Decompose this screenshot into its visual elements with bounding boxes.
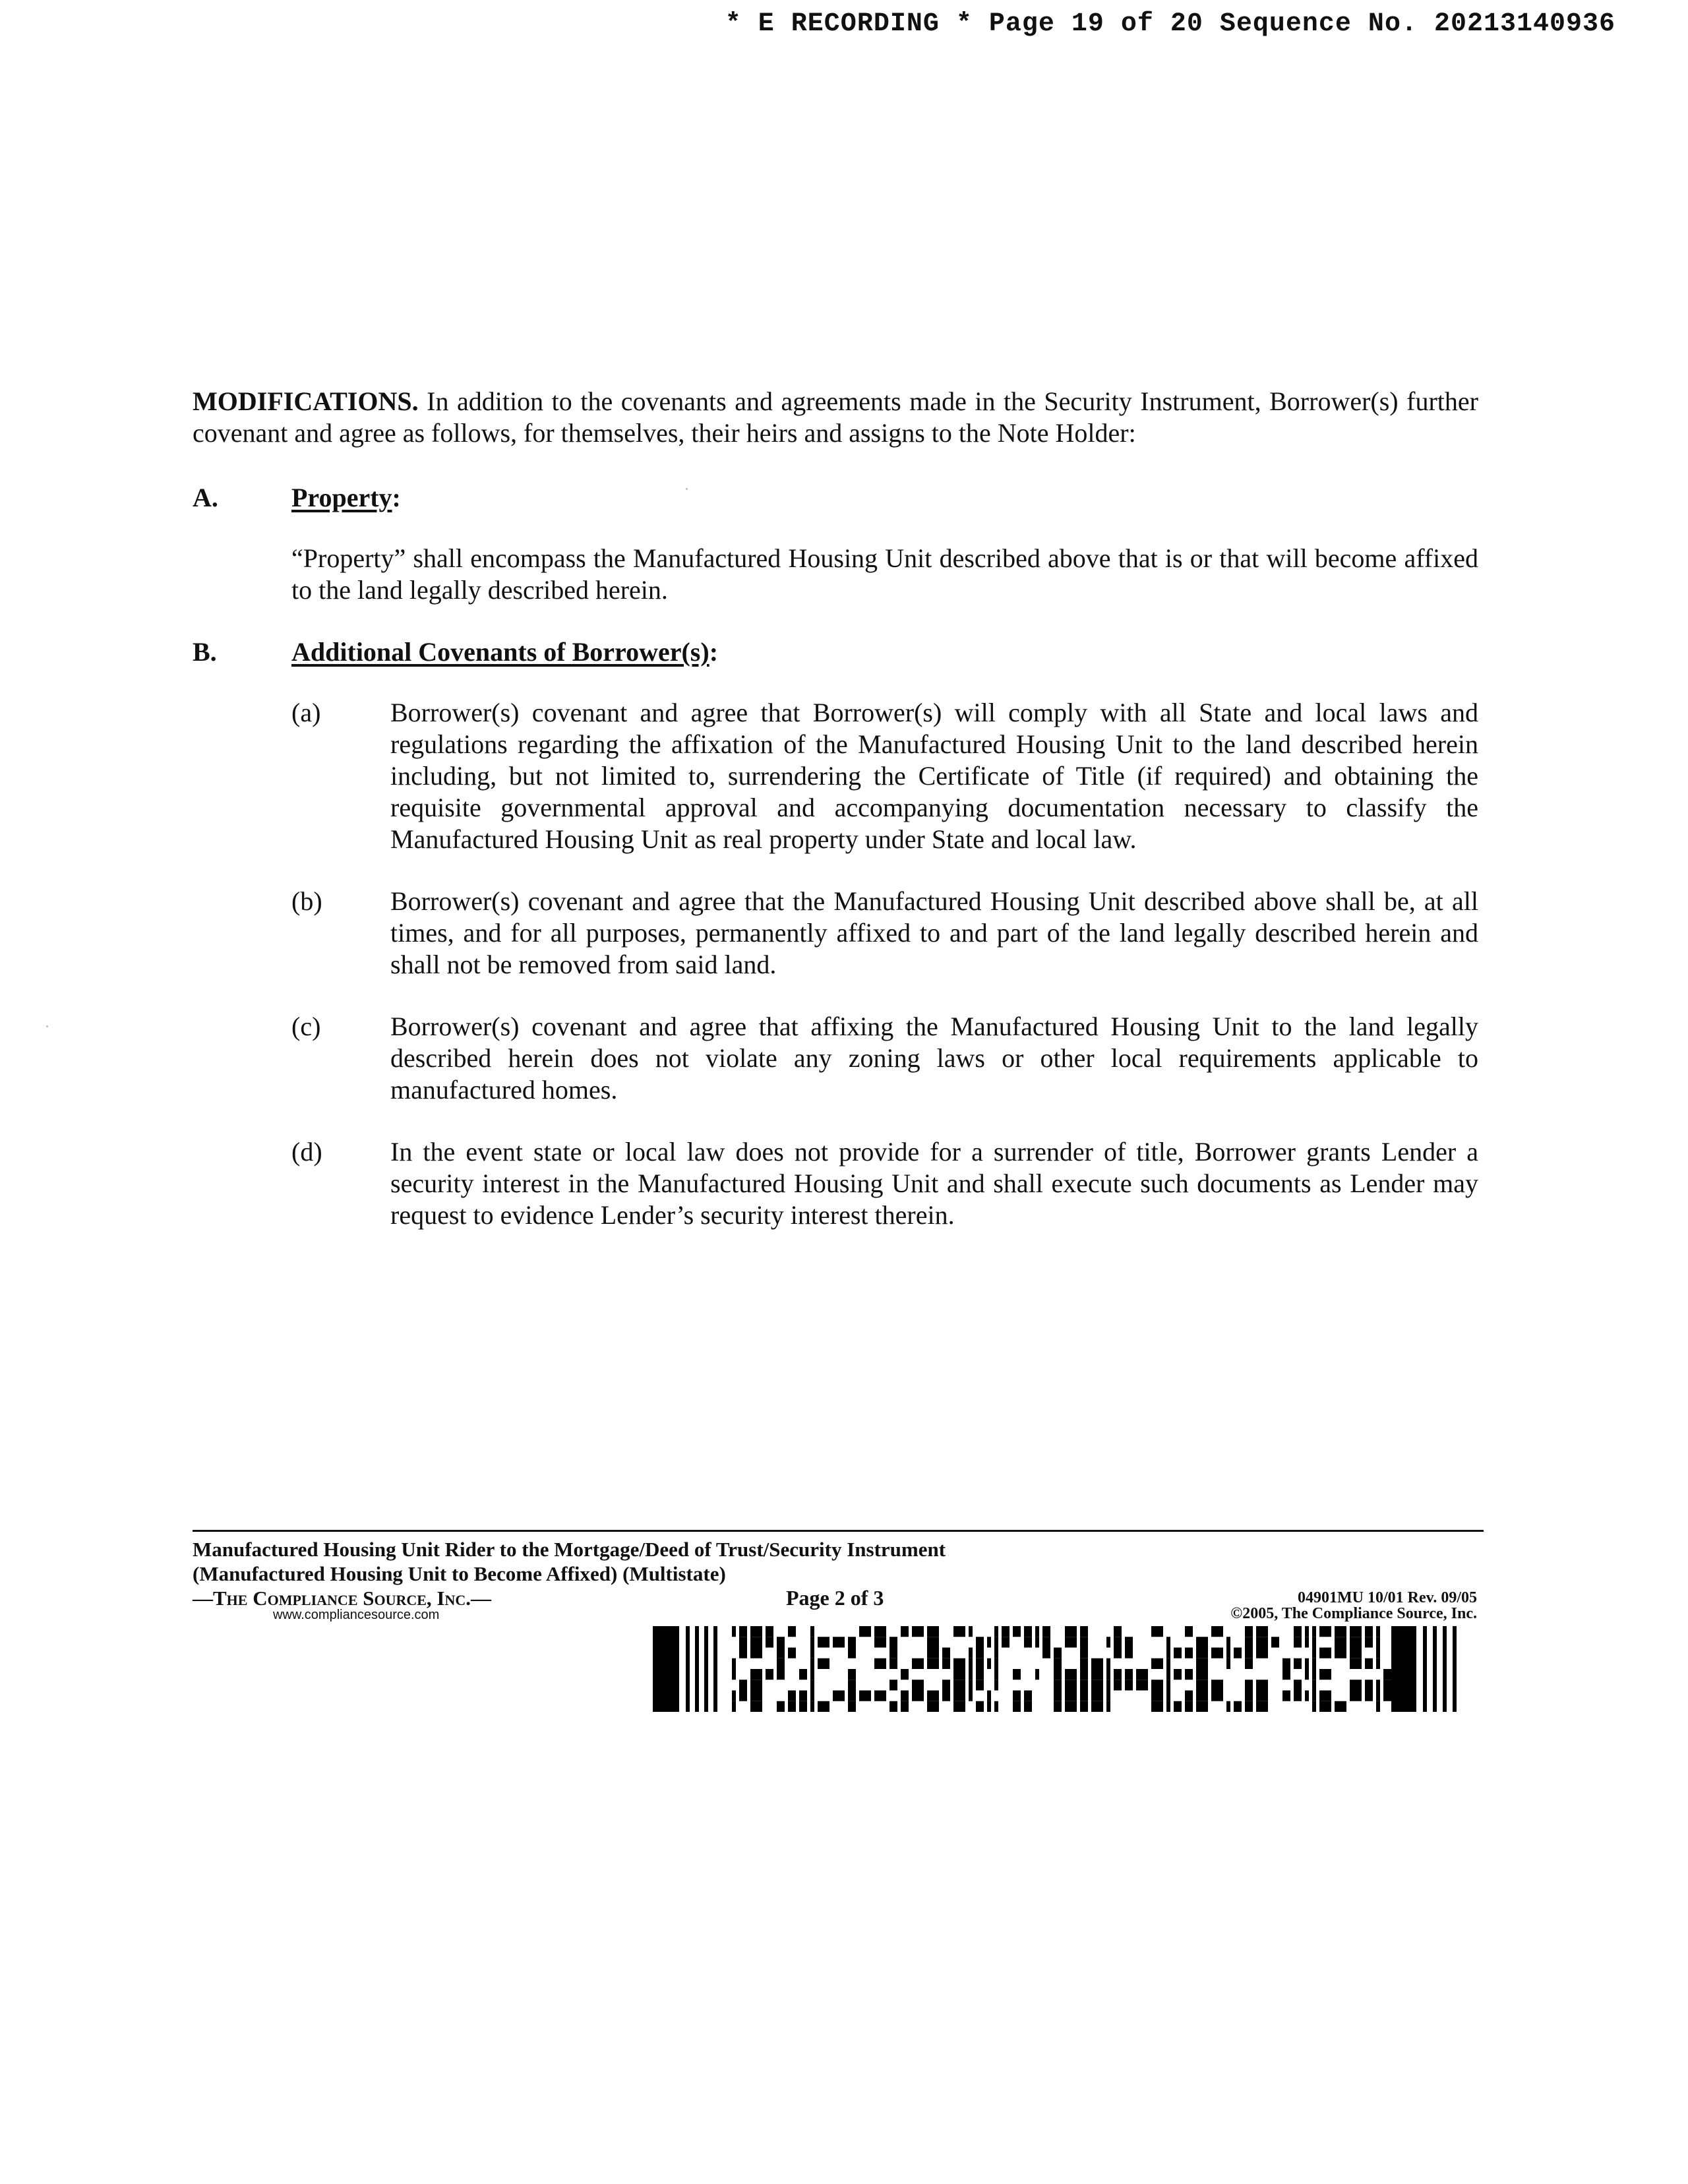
form-footer bbox=[193, 1530, 1484, 1630]
form-code: 04901MU 10/01 Rev. 09/05 bbox=[1298, 1589, 1477, 1606]
section-b bbox=[193, 636, 1478, 1231]
document-body bbox=[193, 386, 1478, 1261]
item-label: (b) bbox=[291, 886, 322, 916]
item-text: Borrower(s) covenant and agree that the Manufactured Housing Unit described above shall be, at all times, and for all purposes, permanently affixed to and part of the land legally described herein and shall not be removed from said land. bbox=[390, 886, 1478, 979]
website-link[interactable]: www.compliancesource.com bbox=[273, 1608, 440, 1622]
list-item bbox=[291, 886, 1478, 981]
section-b-title: Additional Covenants of Borrower(s): bbox=[291, 637, 719, 667]
item-text: In the event state or local law does not provide for a surrender of title, Borrower grants Lender a security interest in the Manufactured Housing Unit and shall execute such documents as Lender may request to evidence Lender’s security interest therein. bbox=[390, 1137, 1478, 1230]
copyright-notice: ©2005, The Compliance Source, Inc. bbox=[1230, 1605, 1477, 1622]
modifications-heading: MODIFICATIONS. bbox=[193, 386, 419, 416]
item-label: (d) bbox=[291, 1137, 322, 1167]
section-a bbox=[193, 482, 1478, 606]
recording-stamp: * E RECORDING * Page 19 of 20 Sequence No. 20213140936 bbox=[725, 9, 1615, 39]
item-label: (c) bbox=[291, 1012, 321, 1041]
item-label: (a) bbox=[291, 698, 321, 727]
covenant-list bbox=[291, 697, 1478, 1231]
page-number: Page 2 of 3 bbox=[786, 1586, 884, 1610]
item-text: Borrower(s) covenant and agree that affixing the Manufactured Housing Unit to the land legally described herein does not violate any zoning laws or other local requirements applicable to manufactured homes. bbox=[390, 1012, 1478, 1105]
list-item bbox=[291, 697, 1478, 855]
form-title-line-2: (Manufactured Housing Unit to Become Affixed) (Multistate) bbox=[193, 1562, 726, 1585]
section-a-heading bbox=[193, 482, 1478, 514]
section-a-title: Property: bbox=[291, 483, 401, 512]
list-item bbox=[291, 1136, 1478, 1231]
company-name: —The Compliance Source, Inc.— bbox=[193, 1587, 492, 1610]
barcode-image bbox=[653, 1626, 1477, 1712]
modifications-paragraph bbox=[193, 386, 1478, 449]
section-b-letter: B. bbox=[193, 637, 217, 667]
section-a-body: “Property” shall encompass the Manufactured Housing Unit described above that is or that will become affixed to the land legally described herein. bbox=[291, 543, 1478, 605]
footer-divider bbox=[193, 1530, 1484, 1532]
section-a-letter: A. bbox=[193, 483, 218, 512]
section-b-heading bbox=[193, 636, 1478, 668]
list-item bbox=[291, 1011, 1478, 1106]
modifications-text: In addition to the covenants and agreements made in the Security Instrument, Borrower(s) further covenant and agree as follows, for themselves, their heirs and assigns to the Note Holder: bbox=[193, 386, 1478, 448]
scan-speck bbox=[686, 488, 688, 490]
form-title-line-1: Manufactured Housing Unit Rider to the Mortgage/Deed of Trust/Security Instrument bbox=[193, 1538, 946, 1561]
scan-speck bbox=[46, 1025, 48, 1027]
item-text: Borrower(s) covenant and agree that Borrower(s) will comply with all State and local laws and regulations regarding the affixation of the Manufactured Housing Unit to the land described herein including, but not limited to, surrendering the Certificate of Title (if required) and obtaining the requisite governmental approval and accompanying documentation necessary to classify the Manufactured Housing Unit as real property under State and local law. bbox=[390, 698, 1478, 854]
